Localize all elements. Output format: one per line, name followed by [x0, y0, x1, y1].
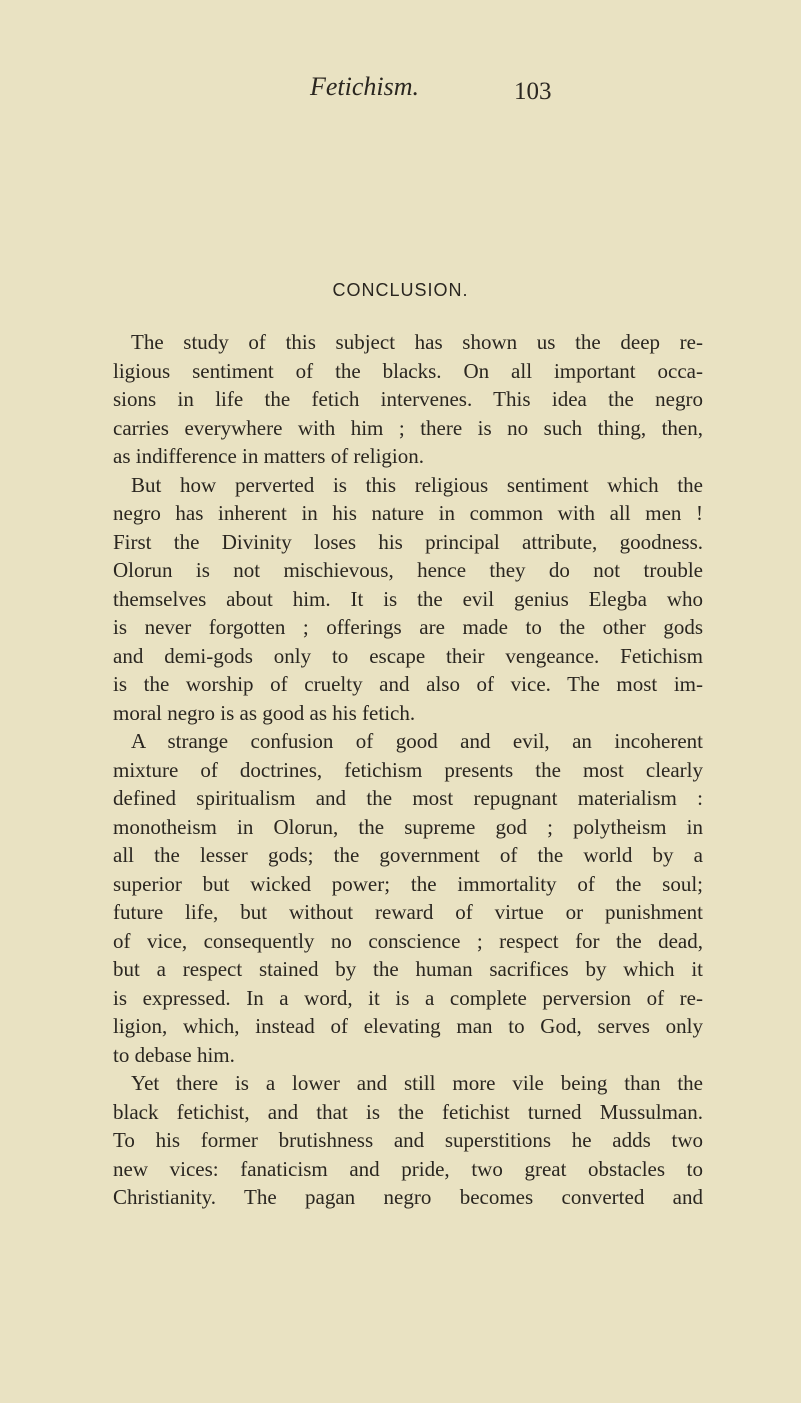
text-line: Christianity. The pagan negro becomes converted and [113, 1185, 703, 1209]
text-line: carries everywhere with him ; there is no such thing, then, [113, 415, 703, 440]
text-line: but a respect stained by the human sacrifices by which it [113, 957, 703, 981]
text-line: ligious sentiment of the blacks. On all important occa- [113, 358, 703, 383]
text-line: A strange confusion of good and evil, an incoherent [131, 729, 703, 753]
text-line: sions in life the fetich intervenes. This idea the negro [113, 387, 703, 411]
section-heading: CONCLUSION. [332, 280, 469, 300]
page-number: 103 [514, 78, 552, 105]
text-line: moral negro is as good as his fetich. [113, 700, 416, 725]
text-line: and demi-gods only to escape their vengeance. Fetichism [113, 643, 703, 668]
text-line: To his former brutishness and superstitions he adds two [113, 1128, 703, 1152]
text-line: ligion, which, instead of elevating man to God, serves only [113, 1014, 703, 1038]
text-line: But how perverted is this religious sentiment which the [131, 472, 703, 497]
text-line: defined spiritualism and the most repugnant materialism : [113, 786, 703, 810]
text-line: black fetichist, and that is the fetichist turned Mussulman. [113, 1099, 703, 1124]
text-line: to debase him. [113, 1042, 235, 1067]
text-line: of vice, consequently no conscience ; respect for the dead, [113, 928, 703, 953]
body-text [113, 328, 703, 1212]
text-line: negro has inherent in his nature in common with all men ! [113, 501, 703, 525]
text-line: themselves about him. It is the evil genius Elegba who [113, 586, 703, 611]
text-line: First the Divinity loses his principal attribute, goodness. [113, 529, 703, 554]
text-line: is the worship of cruelty and also of vice. The most im- [113, 672, 703, 696]
text-line: Yet there is a lower and still more vile being than the [131, 1071, 703, 1095]
text-line: Olorun is not mischievous, hence they do not trouble [113, 558, 703, 582]
text-line: future life, but without reward of virtue or punishment [113, 900, 703, 924]
text-line: The study of this subject has shown us the deep re- [131, 330, 703, 354]
text-line: monotheism in Olorun, the supreme god ; polytheism in [113, 814, 703, 839]
text-line: all the lesser gods; the government of the world by a [113, 843, 703, 867]
text-line: superior but wicked power; the immortality of the soul; [113, 871, 703, 896]
text-line: new vices: fanaticism and pride, two great obstacles to [113, 1156, 703, 1181]
text-line: mixture of doctrines, fetichism presents the most clearly [113, 757, 703, 782]
running-title: Fetichism. [310, 72, 420, 101]
text-line: is expressed. In a word, it is a complete perversion of re- [113, 985, 703, 1010]
text-line: is never forgotten ; offerings are made to the other gods [113, 615, 703, 639]
text-line: as indifference in matters of religion. [113, 444, 425, 468]
